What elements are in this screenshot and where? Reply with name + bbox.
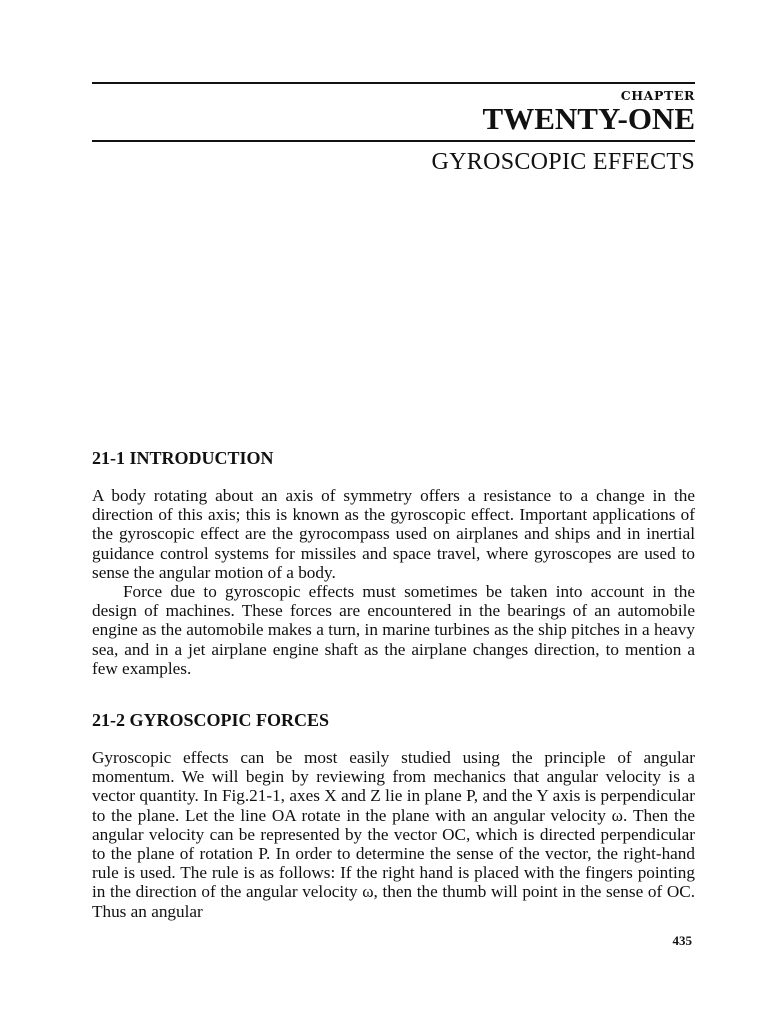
chapter-label: CHAPTER [620,88,695,103]
chapter-title: GYROSCOPIC EFFECTS [431,149,695,175]
page-number: 435 [672,933,692,948]
chapter-number: TWENTY-ONE [482,101,695,136]
section-heading-gyroscopic-forces: 21-2 GYROSCOPIC FORCES [92,710,330,730]
section-heading-introduction: 21-1 INTRODUCTION [92,448,274,468]
top-rule [92,82,695,84]
paragraph-text: Force due to gyroscopic effects must sometimes be taken into account in the design of machines. These forces are encountered in the bearings of an automobile engine as the automobile makes a turn, in marine turbines as the ship pitches in a heavy sea, and in a jet airplane engine shaft as the airplane changes direction, to mention a few examples. [92,582,695,678]
paragraph-introduction-1: A body rotating about an axis of symmetry offers a resistance to a change in the direction of this axis; this is known as the gyroscopic effect. Important applications of the gyroscopic effect are the gyrocompass used on airplanes and ships and in inertial guidance control systems for missiles and space travel, where gyroscopes are used to sense the angular motion of a body. [92,486,695,582]
middle-rule [92,140,695,142]
paragraph-introduction-2 [92,582,695,678]
paragraph-gyroscopic-forces-1: Gyroscopic effects can be most easily studied using the principle of angular momentum. We will begin by reviewing from mechanics that angular velocity is a vector quantity. In Fig.21-1, axes X and Z lie in plane P, and the Y axis is perpendicular to the plane. Let the line OA rotate in the plane with an angular velocity ω. Then the angular velocity can be represented by the vector OC, which is directed perpendicular to the plane of rotation P. In order to determine the sense of the vector, the right-hand rule is used. The rule is as follows: If the right hand is placed with the fingers pointing in the direction of the angular velocity ω, then the thumb will point in the sense of OC. Thus an angular [92,748,695,921]
